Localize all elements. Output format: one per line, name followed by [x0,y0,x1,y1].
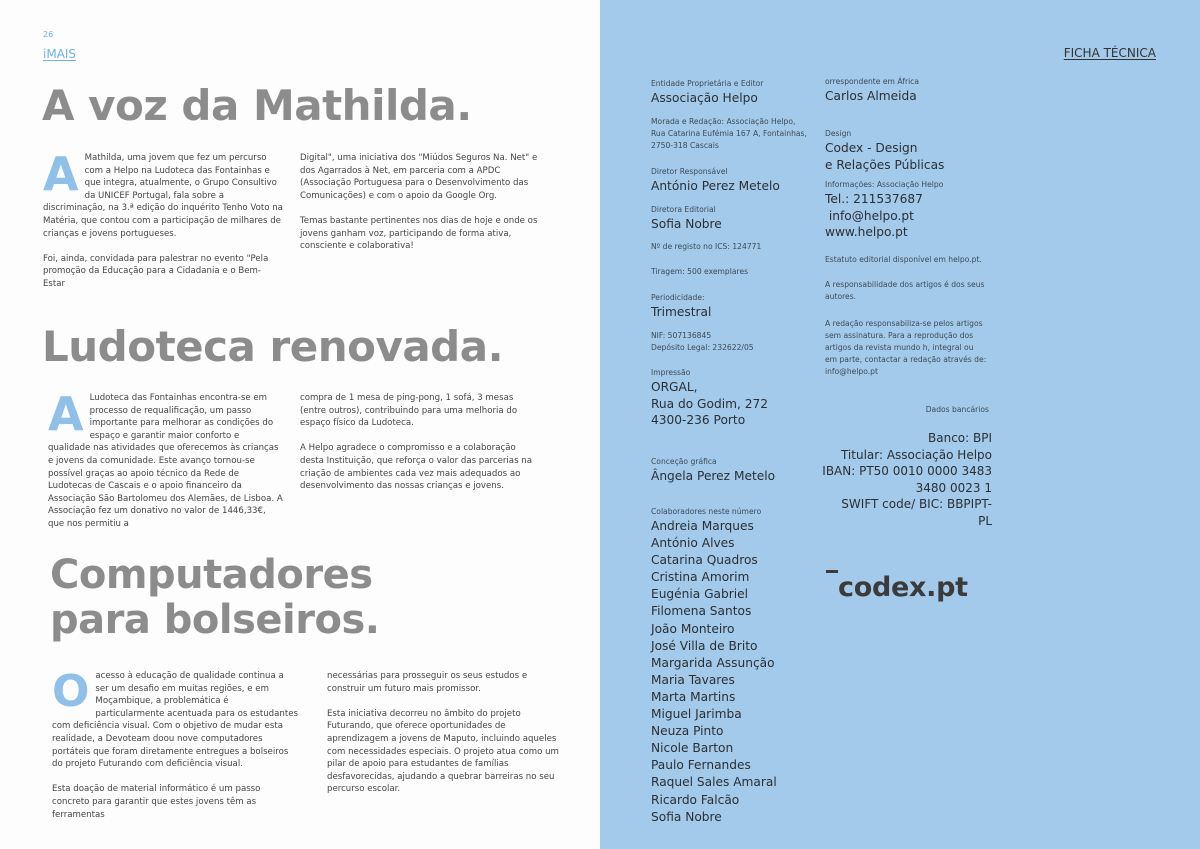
text-line: sem assinatura. Para a reprodução dos [825,331,974,340]
tiragem: Tiragem: 500 exemplares [651,267,749,276]
logo-text: codex.pt [838,572,968,603]
article-title-mathilda: A voz da Mathilda. [42,81,472,130]
bank-details [822,430,992,530]
paragraph: Temas bastante pertinentes nos dias de hoje e onde os jovens ganham voz, participando de forma ativa, consciente e colaborativa! [300,215,538,252]
impressao-block [651,367,821,429]
colaborador-name: Margarida Assunção [651,655,775,670]
colaborador-name: José Villa de Brito [651,638,758,653]
article-title-computadores [50,553,379,643]
colaborador-name: Sofia Nobre [651,809,722,824]
tel: Tel.: 211537687 [825,192,923,206]
owner-label: Entidade Proprietária e Editor [651,79,764,88]
estatuto-block [825,254,995,266]
article-mathilda-col2 [300,152,540,265]
design-line: Codex - Design [825,141,918,155]
tiragem-block [651,266,821,278]
colaborador-name: Neuza Pinto [651,724,724,739]
owner-block [651,78,821,107]
owner-value: Associação Helpo [651,91,758,105]
text-line: autores. [825,292,857,301]
editorial-label: Diretora Editorial [651,205,716,214]
info-label: Informações: Associação Helpo [825,180,944,189]
address-block [651,116,821,152]
ics-number: Nº de registo no ICS: 124771 [651,242,762,251]
periodicidade-value: Trimestral [651,305,712,319]
periodicidade-label: Periodicidade: [651,293,705,302]
text-line: em parte, contactar a redação através de: [825,355,987,364]
colaborador-name: Filomena Santos [651,604,752,619]
text-line: artigos da revista mundo h, integral ou [825,343,974,352]
colaborador-name: Raquel Sales Amaral [651,775,777,790]
nif-block [651,330,821,354]
bank-line: Titular: Associação Helpo [840,447,992,462]
design-label: Design [825,129,852,138]
africa-value: Carlos Almeida [825,89,917,103]
impressao-line: ORGAL, [651,380,698,394]
article-computadores-col2 [327,670,567,809]
colaborador-name: Catarina Quadros [651,553,758,568]
article-title-ludoteca: Ludoteca renovada. [42,322,504,371]
dropcap: A [43,147,79,201]
colaborador-name: Ricardo Falcão [651,792,740,807]
impressao-line: 4300-236 Porto [651,413,746,428]
dropcap: A [48,387,84,441]
africa-block [825,76,995,105]
article-computadores-col1 [52,666,298,834]
paragraph: Foi, ainda, convidada para palestrar no evento "Pela promoção da Educação para a Cidadania e o Bem-Estar [43,253,269,289]
impressao-line: Rua do Godim, 272 [651,396,768,411]
estatuto: Estatuto editorial disponível em helpo.pt. [825,255,982,264]
colaborador-name: Nicole Barton [651,741,734,756]
article-ludoteca-col2 [300,392,536,505]
colaborador-name: António Alves [651,536,735,551]
paragraph: necessárias para prosseguir os seus estudos e construir um futuro mais promissor. [327,671,528,694]
paragraph: acesso à educação de qualidade continua a ser um desafio em muitas regiões, e em Moçambique, a problemática é particularmente acentuada para os estudantes com deficiência visual. Com o objetivo de mudar esta realidade, a Devoteam doou nove computadores portáteis que foram diretamente entregues a bolseiros do projeto Futurando com deficiência visual. [52,671,298,770]
responsabilidade-block [825,279,995,303]
colaboradores-list [651,518,821,826]
page-number: 26 [43,30,54,39]
title-line: Computadores [50,552,373,598]
editorial-value: Sofia Nobre [651,217,722,231]
director-block [651,166,821,195]
article-mathilda-col1 [43,147,283,303]
ics-block [651,241,821,253]
colaborador-name: Eugénia Gabriel [651,587,749,602]
bank-line: PL [978,513,992,528]
colaboradores-block [651,506,821,826]
concecao-value: Ângela Perez Metelo [651,469,776,483]
director-label: Diretor Responsável [651,167,728,176]
info-block [825,179,995,241]
director-value: António Perez Metelo [651,179,780,193]
address-line: 2750-318 Cascais [651,141,719,150]
colaborador-name: Andreia Marques [651,519,754,533]
text-line: info@helpo.pt [825,367,878,376]
africa-label: orrespondente em África [825,77,920,86]
section-tag: iMAIS [43,47,77,61]
paragraph: Digital", uma iniciativa dos "Miúdos Seguros Na. Net" e dos Agarrados à Net, em parceria com a APDC (Associação Portuguesa para o Desenvolvimento das Comunicações) e com o apoio da Google Org. [300,153,538,201]
codex-logo [824,562,984,606]
bank-line: 3480 0023 1 [915,480,992,495]
bank-line: Banco: BPI [928,431,992,445]
address-line: Rua Catarina Eufémia 167 A, Fontainhas, [651,129,807,138]
colaborador-name: Miguel Jarimba [651,707,742,722]
concecao-label: Conceção gráfica [651,457,717,466]
editorial-block [651,204,821,233]
colaborador-name: Paulo Fernandes [651,758,751,773]
deposito-legal: Depósito Legal: 232622/05 [651,343,754,352]
periodicidade-block [651,292,821,321]
paragraph: Ludoteca das Fontainhas encontra-se em processo de requalificação, um passo importante para melhorar as condições do espaço e garantir maior conforto e qualidade nas atividades que oferecemos às crianças e jovens da comunidade. Este avanço tornou-se possível graças ao apoio técnico da Rede de Ludotecas de Cascais e o apoio financeiro da Associação São Bartolomeu dos Alemães, de Lisboa. A Associação fez um donativo no valor de 1446,33€, que nos permitiu a [48,393,283,529]
text-line: A redação responsabiliza-se pelos artigos [825,319,983,328]
concecao-block [651,456,821,485]
paragraph: compra de 1 mesa de ping-pong, 1 sofá, 3 mesas (entre outros), contribuindo para uma melhoria do espaço físico da Ludoteca. [300,393,518,429]
dropcap: O [52,666,90,717]
colaborador-name: Maria Tavares [651,672,735,687]
paragraph: Mathilda, uma jovem que fez um percurso com a Helpo na Ludoteca das Fontainhas e que integra, atualmente, o Grupo Consultivo da UNICEF Portugal, fala sobre a discriminação, na 3.ª edição do inquérito Tenho Voto na Matéria, que contou com a participação de milhares de crianças e jovens portugueses. [43,153,283,239]
paragraph: Esta iniciativa decorreu no âmbito do projeto Futurando, que oferece oportunidades de aprendizagem a jovens de Maputo, incluindo aqueles com necessidades especiais. O projeto atua como um pilar de apoio para estudantes de famílias desfavorecidas, ajudando a quebrar barreiras no seu percurso escolar. [327,708,559,795]
nif: NIF: 507136845 [651,331,712,340]
article-ludoteca-col1 [48,387,284,543]
logo-dash [826,570,838,573]
redacao-block [825,318,1000,378]
impressao-label: Impressão [651,368,691,377]
title-line: para bolseiros. [50,596,380,643]
colaborador-name: Marta Martins [651,689,736,704]
ficha-tecnica-heading: FICHA TÉCNICA [1063,46,1156,60]
colaboradores-label: Colaboradores neste número [651,507,762,516]
email: info@helpo.pt [825,208,914,223]
bank-line: SWIFT code/ BIC: BBPIPT- [841,497,992,512]
colaborador-name: Cristina Amorim [651,570,750,585]
text-line: A responsabilidade dos artigos é dos seus [825,280,985,289]
design-block [825,128,995,173]
address-line: Morada e Redação: Associação Helpo, [651,117,796,126]
bank-label: Dados bancários [925,405,989,414]
paragraph: A Helpo agradece o compromisso e a colaboração desta Instituição, que reforça o valor das parcerias na criação de ambientes cada vez mais adequados ao desenvolvimento das nossas crianças e jovens. [300,443,532,492]
bank-line: IBAN: PT50 0010 0000 3483 [822,464,992,479]
colaborador-name: João Monteiro [651,621,735,636]
design-line: e Relações Públicas [825,157,945,172]
paragraph: Esta doação de material informático é um passo concreto para garantir que estes jovens têm as ferramentas [52,784,261,820]
website: www.helpo.pt [825,225,908,240]
